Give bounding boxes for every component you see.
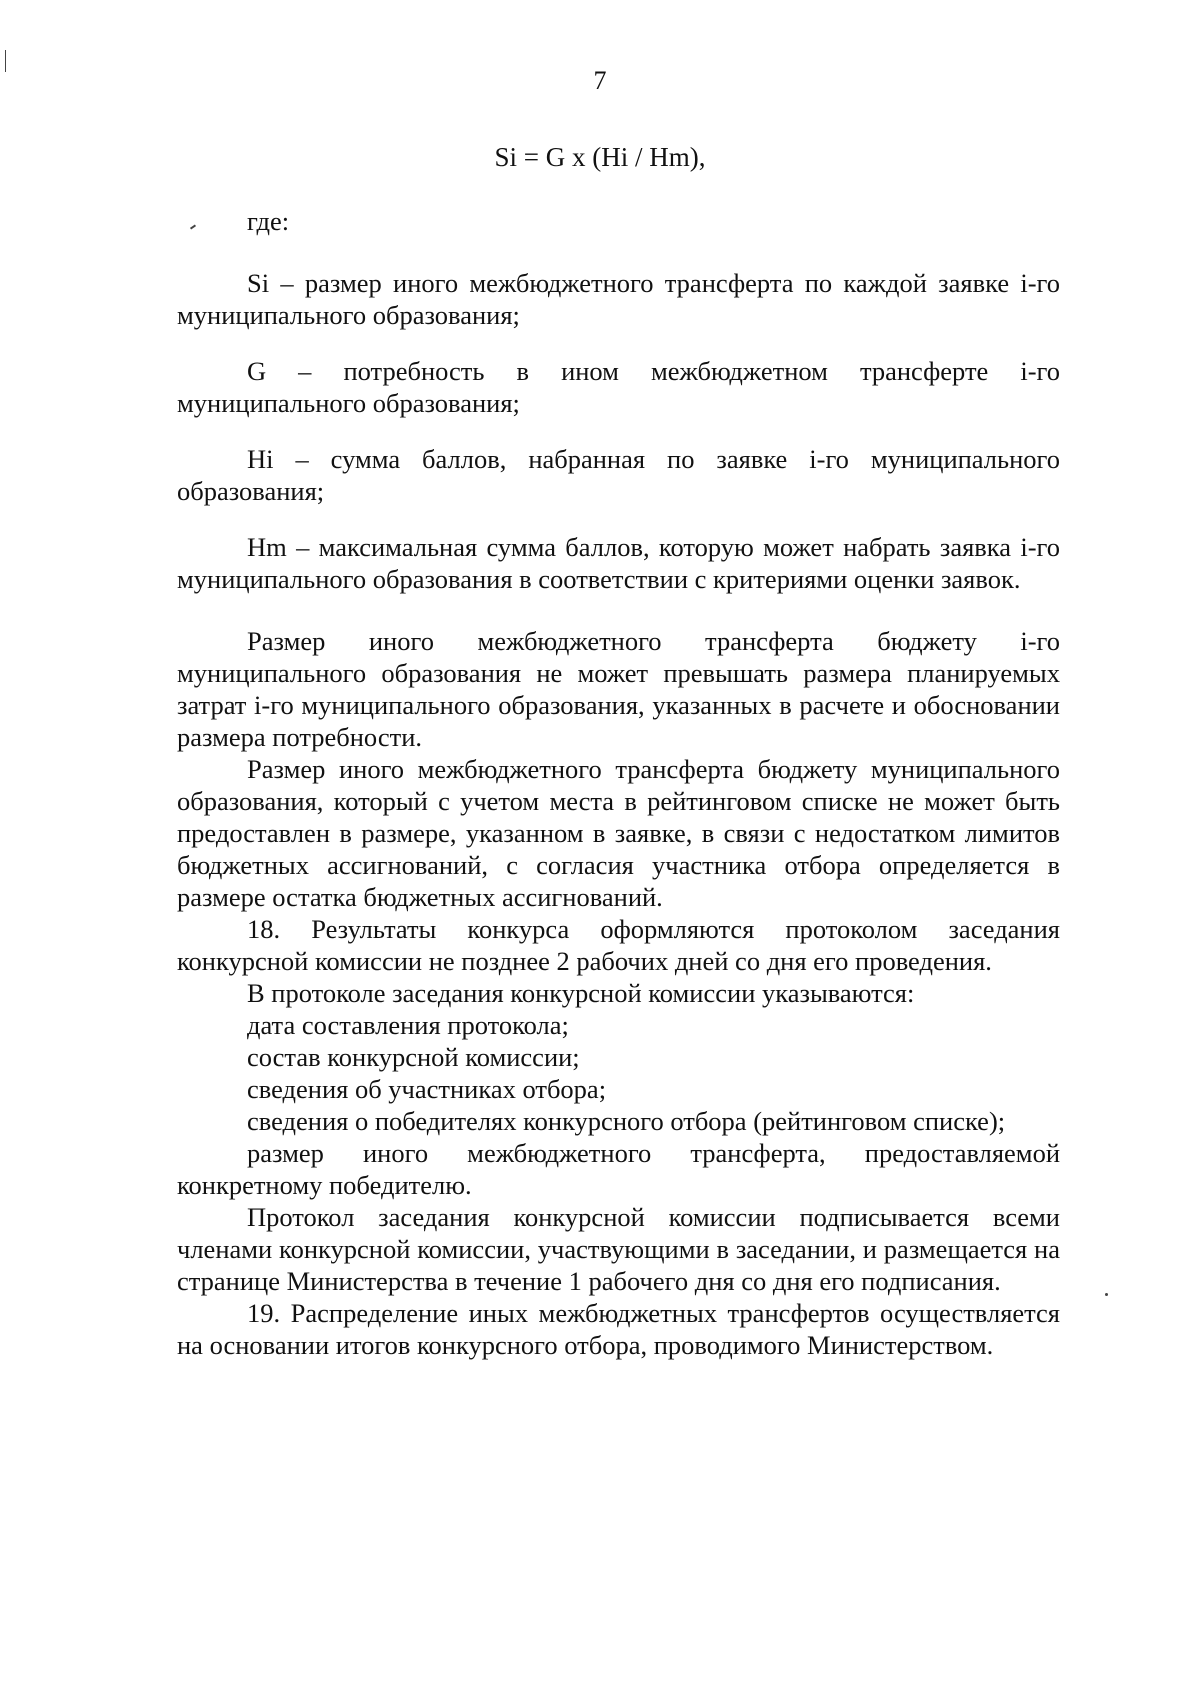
- scan-artifact: [1105, 1293, 1108, 1296]
- definition-hi: Hi – сумма баллов, набранная по заявке i-го муниципального образования;: [177, 444, 1060, 506]
- paragraph-transfer-remainder: Размер иного межбюджетного трансферта бюджету муниципального образования, который с учетом места в рейтинговом списке не может быть предоставлен в размере, указанном в заявке, в связи с недостатком лимитов бюджетных ассигнований, с согласия участника отбора определяется в размере остатка бюджетных ассигнований.: [177, 754, 1060, 912]
- definition-si: Si – размер иного межбюджетного трансферта по каждой заявке i-го муниципального образования;: [177, 268, 1060, 330]
- definition-hm: Hm – максимальная сумма баллов, которую может набрать заявка i-го муниципального образования в соответствии с критериями оценки заявок.: [177, 532, 1060, 594]
- paragraph-protocol-signing: Протокол заседания конкурсной комиссии подписывается всеми членами конкурсной комиссии, участвующими в заседании, и размещается на странице Министерства в течение 1 рабочего дня со дня его подписания.: [177, 1202, 1060, 1296]
- where-label: где:: [247, 206, 290, 236]
- protocol-intro: В протоколе заседания конкурсной комиссии указываются:: [247, 978, 915, 1008]
- protocol-item: состав конкурсной комиссии;: [247, 1042, 580, 1072]
- paragraph-18: 18. Результаты конкурса оформляются протоколом заседания конкурсной комиссии не позднее 2 рабочих дней со дня его проведения.: [177, 914, 1060, 976]
- definition-g: G – потребность в ином межбюджетном трансферте i-го муниципального образования;: [177, 356, 1060, 418]
- protocol-item: дата составления протокола;: [247, 1010, 569, 1040]
- formula: Si = G x (Hi / Hm),: [494, 142, 706, 172]
- protocol-item: размер иного межбюджетного трансферта, предоставляемой конкретному победителю.: [177, 1138, 1060, 1200]
- paragraph-19: 19. Распределение иных межбюджетных трансфертов осуществляется на основании итогов конкурсного отбора, проводимого Министерством.: [177, 1298, 1060, 1360]
- page-number: 7: [593, 66, 607, 95]
- scan-artifact: [5, 50, 6, 72]
- protocol-item: сведения об участниках отбора;: [247, 1074, 607, 1104]
- paragraph-transfer-limit: Размер иного межбюджетного трансферта бюджету i-го муниципального образования не может превышать размера планируемых затрат i-го муниципального образования, указанных в расчете и обосновании размера потребности.: [177, 626, 1060, 752]
- protocol-item: сведения о победителях конкурсного отбора (рейтинговом списке);: [247, 1106, 1006, 1136]
- document-body: [177, 205, 1060, 1361]
